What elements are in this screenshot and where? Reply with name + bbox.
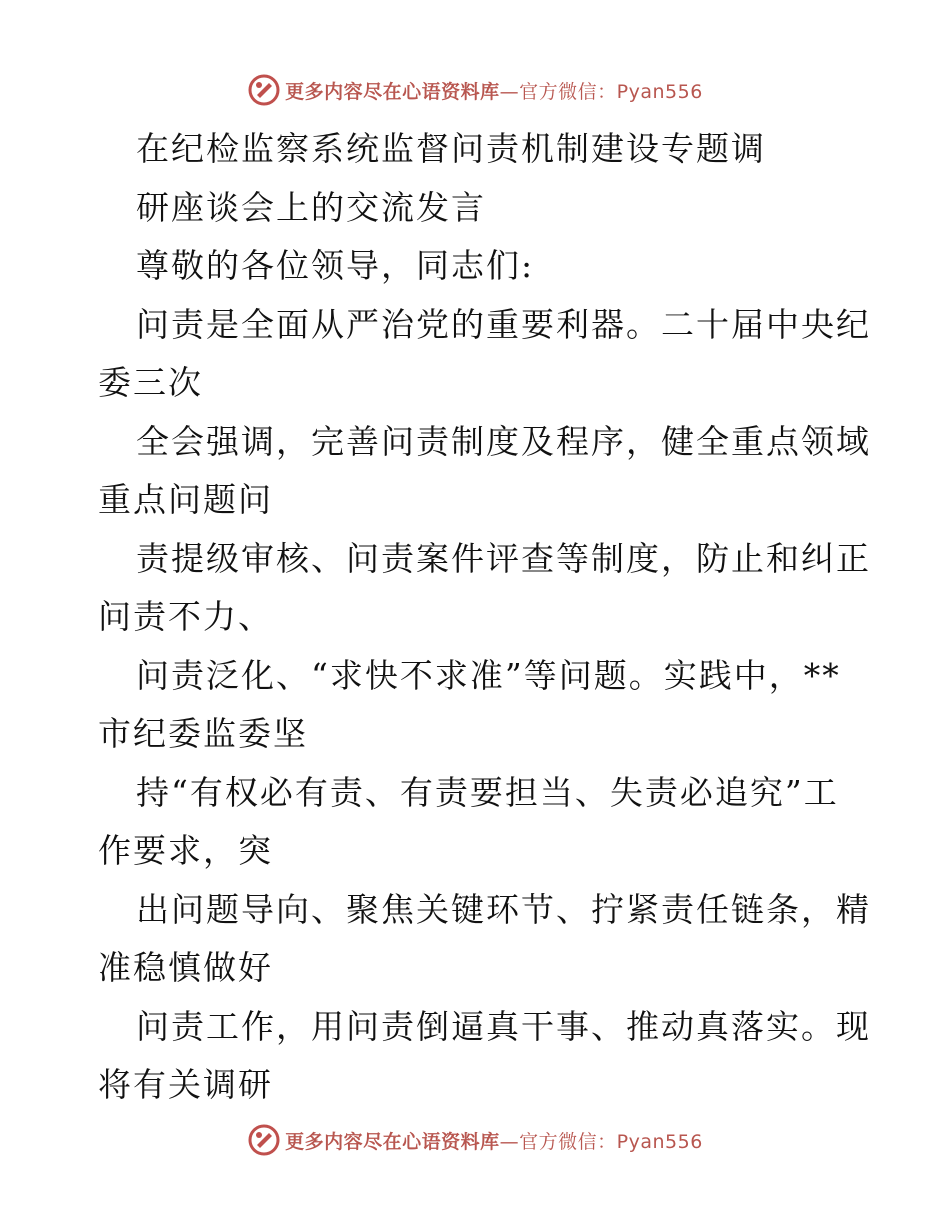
- paragraph-line: 问责泛化、“求快不求准”等问题。实践中，**: [136, 655, 841, 695]
- banner-text: [285, 1127, 703, 1154]
- title-line-1: 在纪检监察系统监督问责机制建设专题调: [136, 129, 766, 168]
- paragraph-line: 责提级审核、问责案件评查等制度，防止和纠正: [136, 538, 871, 578]
- title-line-2: 研座谈会上的交流发言: [136, 187, 486, 227]
- paragraph-line: 重点问题问: [98, 480, 273, 519]
- paragraph-line: 出问题导向、聚焦关键环节、拧紧责任链条，精: [136, 889, 871, 929]
- paragraph-line: 持“有权必有责、有责要担当、失责必追究”工: [136, 772, 839, 812]
- banner-bold-text: 更多内容尽在心语资料库: [285, 80, 500, 103]
- banner-rest-text: —官方微信：Pyan556: [499, 1130, 703, 1153]
- paragraph-line: 准稳慎做好: [98, 948, 273, 987]
- logo-icon: [247, 1123, 281, 1157]
- banner-bold-text: 更多内容尽在心语资料库: [285, 1130, 500, 1153]
- paragraph-line: 市纪委监委坚: [98, 714, 308, 753]
- logo-icon: [247, 73, 281, 107]
- paragraph-line: 作要求，突: [98, 831, 273, 870]
- paragraph-line: 问责是全面从严治党的重要利器。二十届中央纪: [136, 304, 871, 344]
- footer-banner: [0, 1120, 950, 1160]
- banner-rest-text: —官方微信：Pyan556: [499, 80, 703, 103]
- salutation: 尊敬的各位领导，同志们:: [136, 246, 535, 285]
- paragraph-line: 问责工作，用问责倒逼真干事、推动真落实。现: [136, 1006, 871, 1046]
- banner-text: [285, 77, 703, 104]
- paragraph-line: 全会强调，完善问责制度及程序，健全重点领域: [136, 421, 871, 461]
- paragraph-line: 问责不力、: [98, 597, 273, 636]
- paragraph-line: 将有关调研: [98, 1065, 273, 1104]
- header-banner: [0, 70, 950, 110]
- document-body: [98, 120, 871, 1115]
- paragraph-line: 委三次: [98, 363, 203, 402]
